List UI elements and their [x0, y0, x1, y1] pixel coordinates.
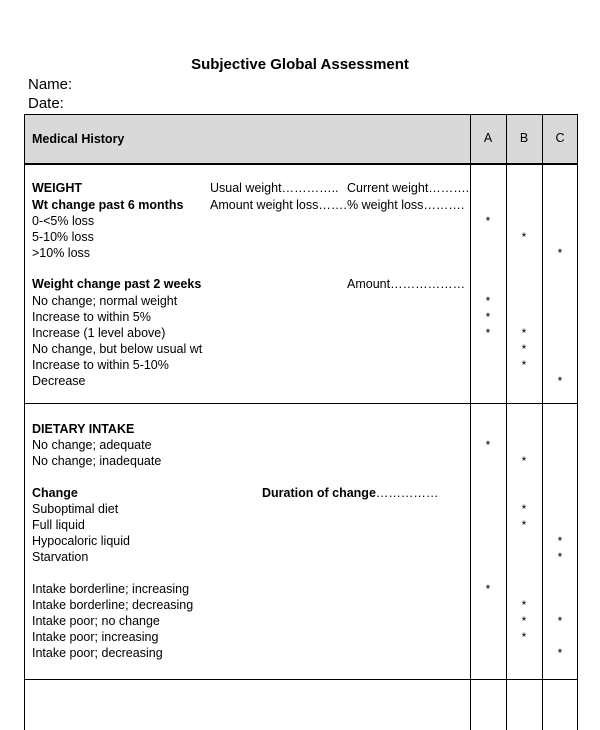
- column-a-header: A: [483, 131, 493, 145]
- column-divider-a: [470, 114, 471, 730]
- list-item: Full liquid: [32, 518, 85, 532]
- rating-star: *: [521, 598, 527, 612]
- column-c-header: C: [555, 131, 565, 145]
- rating-star: *: [521, 230, 527, 244]
- name-label: Name:: [28, 76, 73, 93]
- rating-star: *: [485, 214, 491, 228]
- duration-dots: ……………: [375, 486, 439, 500]
- rating-star: *: [557, 614, 563, 628]
- list-item: Starvation: [32, 550, 89, 564]
- rating-star: *: [521, 502, 527, 516]
- amount-field: Amount………………: [347, 277, 466, 291]
- rating-star: *: [485, 310, 491, 324]
- weight-heading: WEIGHT: [32, 181, 82, 195]
- date-label: Date:: [28, 95, 64, 112]
- rating-star: *: [557, 246, 563, 260]
- rating-star: *: [557, 534, 563, 548]
- rating-star: *: [557, 550, 563, 564]
- rating-star: *: [485, 294, 491, 308]
- rating-star: *: [557, 646, 563, 660]
- usual-weight-field: Usual weight…………..: [210, 181, 339, 195]
- duration-of-change-field: [262, 485, 438, 501]
- section-divider-weight: [24, 403, 578, 404]
- current-weight-field: Current weight……….: [347, 181, 470, 195]
- page-title: Subjective Global Assessment: [191, 56, 409, 73]
- list-item: No change; inadequate: [32, 454, 162, 468]
- list-item: Hypocaloric liquid: [32, 534, 130, 548]
- medical-history-heading: Medical History: [32, 132, 125, 146]
- rating-star: *: [521, 630, 527, 644]
- list-item: Intake poor; decreasing: [32, 646, 163, 660]
- list-item: 5-10% loss: [32, 230, 94, 244]
- list-item: Increase to within 5%: [32, 310, 151, 324]
- rating-star: *: [521, 342, 527, 356]
- table-border-left: [24, 114, 25, 730]
- rating-star: *: [557, 374, 563, 388]
- column-divider-c: [542, 114, 543, 730]
- list-item: No change, but below usual wt: [32, 342, 203, 356]
- change-heading: Change: [32, 486, 78, 500]
- list-item: Intake borderline; decreasing: [32, 598, 194, 612]
- table-border-right: [577, 114, 578, 730]
- list-item: No change; adequate: [32, 438, 152, 452]
- rating-star: *: [521, 454, 527, 468]
- list-item: No change; normal weight: [32, 294, 178, 308]
- two-weeks-heading: Weight change past 2 weeks: [32, 277, 202, 291]
- list-item: Intake borderline; increasing: [32, 582, 190, 596]
- list-item: Increase to within 5-10%: [32, 358, 169, 372]
- rating-star: *: [521, 614, 527, 628]
- list-item: Decrease: [32, 374, 86, 388]
- rating-star: *: [521, 358, 527, 372]
- list-item: Increase (1 level above): [32, 326, 166, 340]
- list-item: Suboptimal diet: [32, 502, 119, 516]
- amount-weight-loss-field: Amount weight loss…….: [210, 198, 347, 212]
- rating-star: *: [521, 518, 527, 532]
- header-divider: [24, 163, 578, 165]
- list-item: 0-<5% loss: [32, 214, 95, 228]
- rating-star: *: [485, 438, 491, 452]
- duration-label: Duration of change: [262, 486, 376, 500]
- column-b-header: B: [519, 131, 529, 145]
- rating-star: *: [485, 582, 491, 596]
- list-item: Intake poor; increasing: [32, 630, 159, 644]
- list-item: Intake poor; no change: [32, 614, 160, 628]
- weight-subheading: Wt change past 6 months: [32, 198, 184, 212]
- dietary-intake-heading: DIETARY INTAKE: [32, 422, 135, 436]
- rating-star: *: [485, 326, 491, 340]
- list-item: >10% loss: [32, 246, 91, 260]
- rating-star: *: [521, 326, 527, 340]
- section-divider-dietary: [24, 679, 578, 680]
- assessment-table: [24, 114, 578, 730]
- percent-weight-loss-field: % weight loss……….: [347, 198, 465, 212]
